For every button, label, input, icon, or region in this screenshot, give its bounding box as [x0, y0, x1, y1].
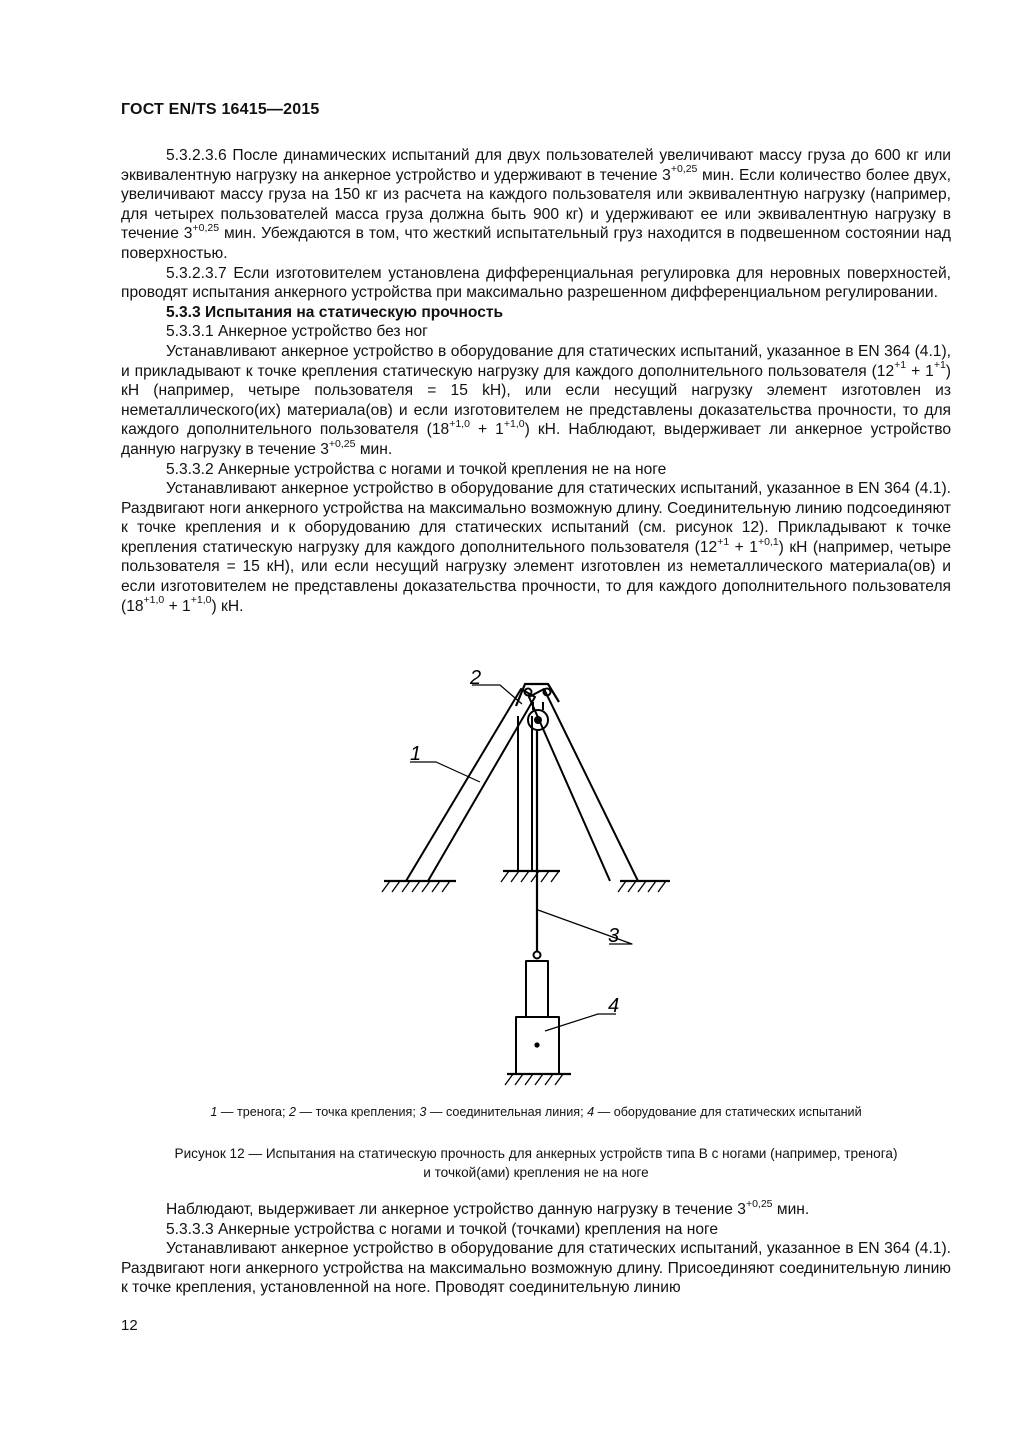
- paragraph-5-3-3-3-body: Устанавливают анкерное устройство в оборудование для статических испытаний, указанное в EN 364 (4.1). Раздвигают ноги анкерного устройства на максимально возможную длину. Присоединяют соединительную линию к точке крепления, установленной на ноге. Проводят соединительную линию: [121, 1240, 951, 1297]
- superscript-tolerance: +0,25: [670, 163, 698, 176]
- paragraph-5-3-3-1-body: Устанавливают анкерное устройство в оборудование для статических испытаний, указанное в EN 364 (4.1), и прикладывают к точке крепления статическую нагрузку для каждого дополнительного пользователя $(12^{+1} + 1^{+1})$ кН (например, четыре пользователя = 15 kH), или если несущий нагрузку элемент изготовлен из неметаллического(их) материала(ов) и если изготовителем не представлены доказательства прочности, то для каждого дополнительного пользователя $(18^{+1,0} + 1^{+1,0})$ кН. Наблюдают, выдерживает ли анкерное устройство данную нагрузку в течение $3^{+0,25}$ мин.: [121, 342, 952, 458]
- tripod-right-leg: [529, 689, 638, 881]
- tripod-left-leg: [406, 689, 535, 881]
- superscript-tolerance: +1: [717, 535, 730, 548]
- test-equipment-rod: [526, 961, 548, 1017]
- callout-2: 2: [470, 667, 482, 689]
- figure-legend: [121, 1105, 951, 1119]
- document-header: ГОСТ EN/TS 16415—2015: [121, 101, 320, 118]
- paragraph-5-3-3-2-title: 5.3.3.2 Анкерные устройства с ногами и точкой крепления не на ноге: [166, 460, 667, 478]
- callout-1: 1: [410, 743, 422, 765]
- paragraph-5-3-2-3-7: 5.3.2.3.7 Если изготовителем установлена дифференциальная регулировка для неровных поверхностей, проводят испытания анкерного устройства при максимально разрешенном дифференциальном регулировании.: [121, 264, 951, 302]
- callout-4: 4: [608, 995, 620, 1017]
- paragraph-5-3-3-2-body: Устанавливают анкерное устройство в оборудование для статических испытаний, указанное в EN 364 (4.1). Раздвигают ноги анкерного устройства на максимально возможную длину. Соединительную линию подсоединяют к точке крепления и к оборудованию для статических испытаний (см. рисунок 12). Прикладывают к точке крепления статическую нагрузку для каждого дополнительного пользователя $(12^{+1} + 1^{+0,1})$ кН (например, четыре пользователя = 15 кН), или если несущий нагрузку элемент изготовлен из неметаллического материала(ов) и если изготовителем не представлены доказательства прочности, то для каждого дополнительного пользователя $(18^{+1,0} + 1^{+1,0})$ кН.: [121, 480, 952, 615]
- superscript-tolerance: +1: [894, 359, 907, 372]
- superscript-tolerance: +1,0: [190, 594, 212, 607]
- figure-caption: [121, 1144, 951, 1182]
- superscript-tolerance: +0,25: [328, 437, 356, 450]
- legend-item-3: 3 — соединительная линия;: [419, 1105, 588, 1119]
- superscript-tolerance: +1: [933, 359, 946, 372]
- paragraph-5-3-3-1-title: 5.3.3.1 Анкерное устройство без ног: [166, 323, 428, 341]
- superscript-tolerance: +0,25: [192, 222, 220, 235]
- superscript-tolerance: +1,0: [449, 418, 470, 431]
- section-heading-5-3-3: 5.3.3 Испытания на статическую прочность: [166, 303, 504, 321]
- tripod-center-leg: [518, 716, 532, 871]
- legend-item-2: 2 — точка крепления;: [289, 1105, 420, 1119]
- text-block-top: [121, 146, 951, 616]
- legend-item-4: 4 — оборудование для статических испытаний: [587, 1105, 862, 1119]
- figure-12-tripod-diagram: [370, 664, 670, 1099]
- legend-item-1: 1 — тренога;: [210, 1105, 290, 1119]
- paragraph-observation: Наблюдают, выдерживает ли анкерное устройство данную нагрузку в течение $3^{+0,25}$ мин.: [166, 1197, 810, 1218]
- figure-caption-line-2: и точкой(ами) крепления не на ноге: [423, 1165, 649, 1180]
- superscript-tolerance: +1,0: [143, 594, 165, 607]
- tripod-head: [516, 684, 559, 706]
- paragraph-5-3-2-3-6: 5.3.2.3.6 После динамических испытаний для двух пользователей увеличивают массу груза до 600 кг или эквивалентную нагрузку на анкерное устройство и удерживают в течение $3^{+0,25}$ мин. Если количество более двух, увеличивают массу груза на 150 кг из расчета на каждого пользователя или эквивалентную нагрузку (например, для четырех пользователей масса груза должна быть 900 кг) и удерживают ее или эквивалентную нагрузку в течение $3^{+0,25}$ мин. Убеждаются в том, что жесткий испытательный груз находится в подвешенном состоянии над поверхностью.: [121, 147, 951, 262]
- superscript-tolerance: +0,1: [757, 535, 779, 548]
- superscript-tolerance: +0,25: [745, 1197, 773, 1210]
- superscript-tolerance: +1,0: [503, 418, 525, 431]
- tripod-drawing: [370, 664, 670, 1094]
- figure-caption-line-1: Рисунок 12 — Испытания на статическую прочность для анкерных устройств типа В с ногами (например, тренога): [174, 1146, 898, 1161]
- paragraph-5-3-3-3-title: 5.3.3.3 Анкерные устройства с ногами и точкой (точками) крепления на ноге: [166, 1220, 719, 1238]
- callout-3: 3: [608, 925, 620, 947]
- text-block-bottom: [121, 1197, 951, 1298]
- page-number: 12: [121, 1317, 138, 1334]
